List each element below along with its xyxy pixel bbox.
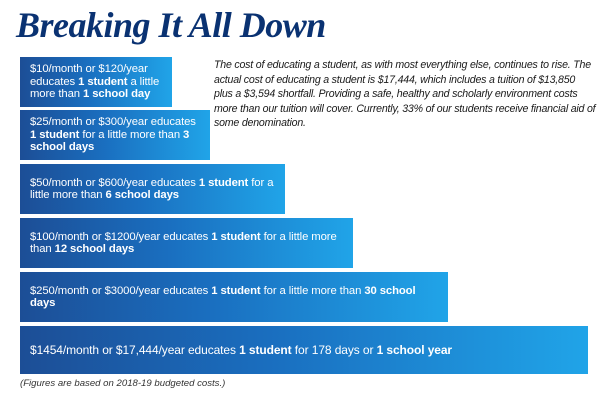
cost-bar-3-text: $50/month or $600/year educates 1 student for a little more than 6 school days <box>30 176 274 201</box>
cost-bar-6 <box>20 326 588 374</box>
cost-bar-6-text: $1454/month or $17,444/year educates 1 student for 178 days or 1 school year <box>30 342 452 357</box>
cost-bar-3 <box>20 164 285 214</box>
cost-bar-4-text: $100/month or $1200/year educates 1 student for a little more than 12 school days <box>30 230 337 255</box>
cost-bar-5-text: $250/month or $3000/year educates 1 student for a little more than 30 school days <box>30 284 416 309</box>
cost-bar-1 <box>20 57 172 107</box>
intro-paragraph: The cost of educating a student, as with most everything else, continues to rise. The actual cost of educating a student is $17,444, which includes a tuition of $13,850 plus a $3,594 shortfall. Providing a safe, healthy and scholarly environment costs more than our tuition will cover. Currently, 33% of our students receive financial aid of some denomination. <box>214 59 596 130</box>
footnote: (Figures are based on 2018-19 budgeted costs.) <box>20 378 226 389</box>
cost-bar-4 <box>20 218 353 268</box>
cost-bar-2-text: $25/month or $300/year educates 1 student for a little more than 3 school days <box>30 116 196 154</box>
cost-bar-2 <box>20 110 210 160</box>
cost-bar-5 <box>20 272 448 322</box>
page-title: Breaking It All Down <box>16 5 326 45</box>
cost-bar-1-text: $10/month or $120/year educates 1 student a little more than 1 school day <box>30 63 160 101</box>
